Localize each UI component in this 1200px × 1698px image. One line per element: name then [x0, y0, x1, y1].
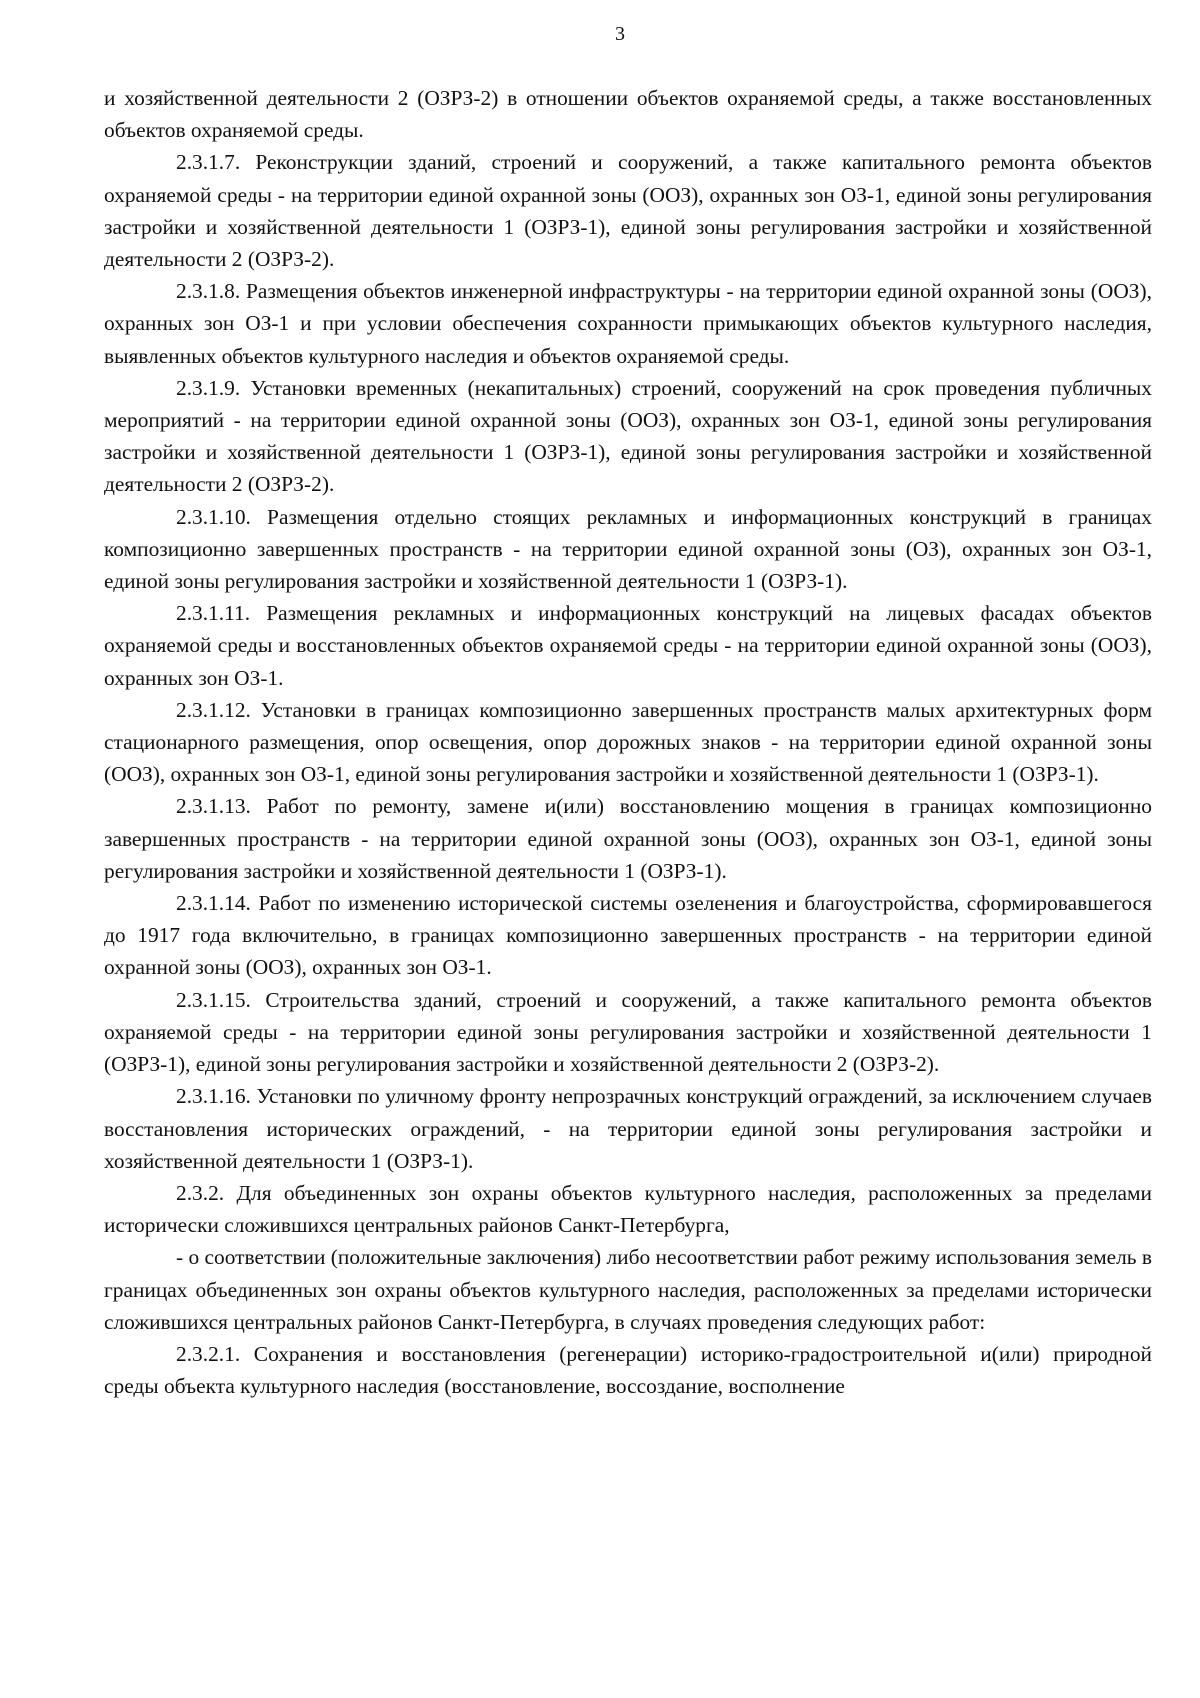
- paragraph: 2.3.1.12. Установки в границах композиционно завершенных пространств малых архитектурных форм стационарного размещения, опор освещения, опор дорожных знаков - на территории единой охранной зоны (ООЗ), охранных зон ОЗ-1, единой зоны регулирования застройки и хозяйственной деятельности 1 (ОЗРЗ-1).: [104, 697, 1152, 787]
- paragraph: 2.3.1.9. Установки временных (некапитальных) строений, сооружений на срок проведения публичных мероприятий - на территории единой охранной зоны (ООЗ), охранных зон ОЗ-1, единой зоны регулирования застройки и хозяйственной деятельности 1 (ОЗРЗ-1), единой зоны регулирования застройки и хозяйственной деятельности 2 (ОЗРЗ-2).: [104, 375, 1152, 497]
- paragraph: 2.3.1.13. Работ по ремонту, замене и(или) восстановлению мощения в границах композиционно завершенных пространств - на территории единой охранной зоны (ООЗ), охранных зон ОЗ-1, единой зоны регулирования застройки и хозяйственной деятельности 1 (ОЗРЗ-1).: [104, 794, 1152, 883]
- paragraph: 2.3.2.1. Сохранения и восстановления (регенерации) историко-градостроительной и(или) природной среды объекта культурного наследия (восстановление, воссоздание, восполнение: [104, 1341, 1152, 1399]
- paragraph: 2.3.1.16. Установки по уличному фронту непрозрачных конструкций ограждений, за исключением случаев восстановления исторических ограждений, - на территории единой зоны регулирования застройки и хозяйственной деятельности 1 (ОЗРЗ-1).: [104, 1084, 1152, 1173]
- page-number: 3: [615, 23, 625, 45]
- paragraph: - о соответствии (положительные заключения) либо несоответствии работ режиму использования земель в границах объединенных зон охраны объектов культурного наследия, расположенных за пределами исторически сложившихся центральных районов Санкт-Петербурга, в случаях проведения следующих работ:: [104, 1245, 1152, 1334]
- paragraph: 2.3.1.15. Строительства зданий, строений и сооружений, а также капитального ремонта объектов охраняемой среды - на территории единой зоны регулирования застройки и хозяйственной деятельности 1 (ОЗРЗ-1), единой зоны регулирования застройки и хозяйственной деятельности 2 (ОЗРЗ-2).: [104, 987, 1152, 1077]
- paragraph: 2.3.1.7. Реконструкции зданий, строений и сооружений, а также капитального ремонта объектов охраняемой среды - на территории единой охранной зоны (ООЗ), охранных зон ОЗ-1, единой зоны регулирования застройки и хозяйственной деятельности 1 (ОЗРЗ-1), единой зоны регулирования застройки и хозяйственной деятельности 2 (ОЗРЗ-2).: [104, 150, 1152, 272]
- paragraph: 2.3.1.10. Размещения отдельно стоящих рекламных и информационных конструкций в границах композиционно завершенных пространств - на территории единой охранной зоны (ОЗ), охранных зон ОЗ-1, единой зоны регулирования застройки и хозяйственной деятельности 1 (ОЗРЗ-1).: [104, 504, 1152, 594]
- paragraph: и хозяйственной деятельности 2 (ОЗРЗ-2) в отношении объектов охраняемой среды, а также восстановленных объектов охраняемой среды.: [104, 86, 1152, 143]
- paragraph: 2.3.1.8. Размещения объектов инженерной инфраструктуры - на территории единой охранной зоны (ООЗ), охранных зон ОЗ-1 и при условии обеспечения сохранности примыкающих объектов культурного наследия, выявленных объектов культурного наследия и объектов охраняемой среды.: [104, 279, 1152, 368]
- document-body: [104, 82, 1152, 1402]
- paragraph: 2.3.2. Для объединенных зон охраны объектов культурного наследия, расположенных за пределами исторически сложившихся центральных районов Санкт-Петербурга,: [104, 1180, 1152, 1238]
- paragraph: 2.3.1.11. Размещения рекламных и информационных конструкций на лицевых фасадах объектов охраняемой среды и восстановленных объектов охраняемой среды - на территории единой охранной зоны (ООЗ), охранных зон ОЗ-1.: [104, 601, 1152, 690]
- paragraph: 2.3.1.14. Работ по изменению исторической системы озеленения и благоустройства, сформировавшегося до 1917 года включительно, в границах композиционно завершенных пространств - на территории единой охранной зоны (ООЗ), охранных зон ОЗ-1.: [104, 891, 1152, 980]
